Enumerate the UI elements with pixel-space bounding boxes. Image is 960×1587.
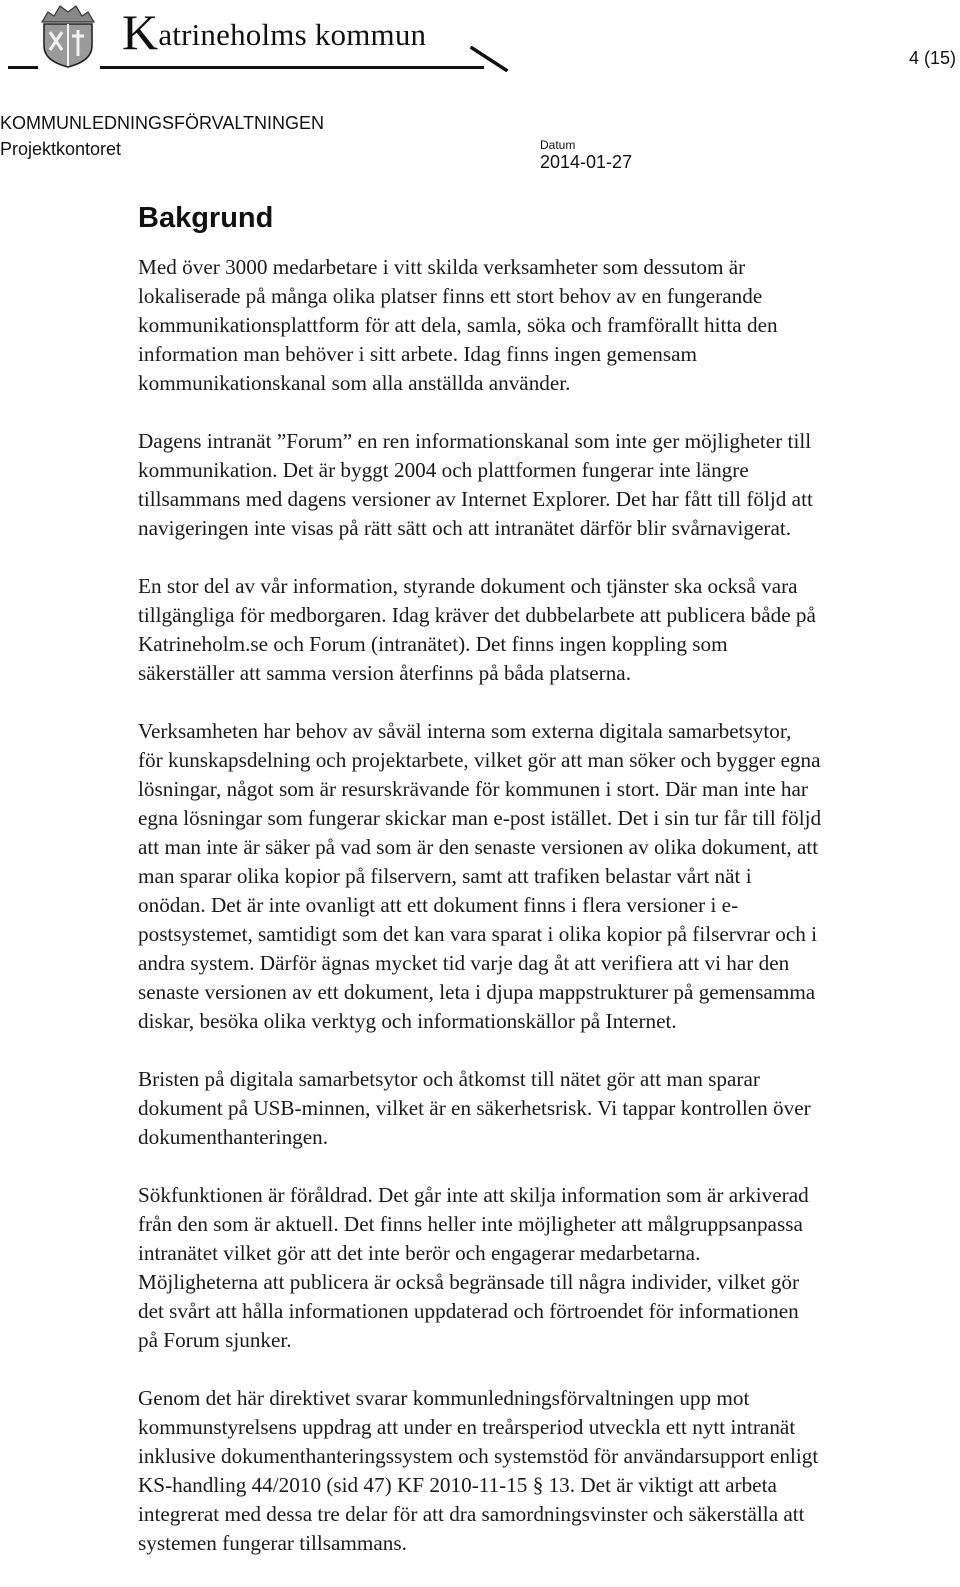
section-body	[138, 253, 960, 1587]
paragraph: Dagens intranät ”Forum” en ren informationskanal som inte ger möjligheter till kommunikation. Det är byggt 2004 och plattformen fungerar inte längre tillsammans med dagens versioner av Internet Explorer. Det har fått till följd att navigeringen inte visas på rätt sätt och att intranätet därför blir svårnavigerat.	[138, 429, 813, 540]
paragraph: Bristen på digitala samarbetsytor och åtkomst till nätet gör att man sparar dokument på USB-minnen, vilket är en säkerhetsrisk. Vi tappar kontrollen över dokumenthanteringen.	[138, 1067, 811, 1149]
section-heading: Bakgrund	[138, 202, 274, 234]
header-rule-left	[8, 66, 38, 69]
paragraph: Verksamheten har behov av såväl interna som externa digitala samarbetsytor, för kunskapsdelning och projektarbete, vilket gör att man söker och bygger egna lösningar, något som är resurskrävande för kommunen i stort. Där man inte har egna lösningar som fungerar skickar man e-post istället. Det i sin tur får till följd att man inte är säker på vad som är den senaste versionen av olika dokument, att man sparar olika kopior på filservern, samt att trafiken belastar vårt nät i onödan. Det är inte ovanligt att ett dokument finns i flera versioner i e- postsystemet, samtidigt som det kan vara sparat i olika kopior på filservrar och i andra system. Därför ägnas mycket tid varje dag åt att verifiera att vi har den senaste versionen av ett dokument, leta i djupa mappstrukturer på gemensamma diskar, besöka olika verktyg och informationskällor på Internet.	[138, 719, 822, 1033]
paragraph: Sökfunktionen är föråldrad. Det går inte att skilja information som är arkiverad från den som är aktuell. Det finns heller inte möjligheter att målgruppsanpassa intranätet vilket gör att det inte berör och engagerar medarbetarna. Möjligheterna att publicera är också begränsade till några individer, vilket gör det svårt att hålla informationen uppdaterad och förtroendet för informationen på Forum sjunker.	[138, 1183, 809, 1352]
organization-name: KOMMUNLEDNINGSFÖRVALTNINGEN	[0, 113, 325, 133]
page-header	[0, 0, 960, 80]
date-label: Datum	[540, 138, 576, 152]
department-name: Projektkontoret	[0, 139, 122, 159]
logo-slash-mark	[470, 46, 510, 72]
document-date: 2014-01-27	[540, 152, 633, 172]
paragraph: Genom det här direktivet svarar kommunledningsförvaltningen upp mot kommunstyrelsens uppdrag att under en treårsperiod utveckla ett nytt intranät inklusive dokumenthanteringssystem och systemstöd för användarsupport enligt KS-handling 44/2010 (sid 47) KF 2010-11-15 § 13. Det är viktigt att arbeta integrerat med dessa tre delar för att dra samordningsvinster och säkerställa att systemen fungerar tillsammans.	[138, 1386, 819, 1555]
municipality-logo-text: Katrineholms kommun	[122, 4, 427, 60]
header-rule-right	[100, 66, 484, 69]
paragraph: Med över 3000 medarbetare i vitt skilda verksamheter som dessutom är lokaliserade på många olika platser finns ett stort behov av en fungerande kommunikationsplattform för att dela, samla, söka och framförallt hitta den information man behöver i sitt arbete. Idag finns ingen gemensam kommunikationskanal som alla anställda använder.	[138, 255, 778, 395]
municipal-crest-icon	[38, 2, 98, 68]
page-number: 4 (15)	[908, 48, 956, 68]
paragraph: En stor del av vår information, styrande dokument och tjänster ska också vara tillgängliga för medborgaren. Idag kräver det dubbelarbete att publicera både på Katrineholm.se och Forum (intranätet). Det finns ingen koppling som säkerställer att samma version återfinns på båda platserna.	[138, 574, 816, 685]
